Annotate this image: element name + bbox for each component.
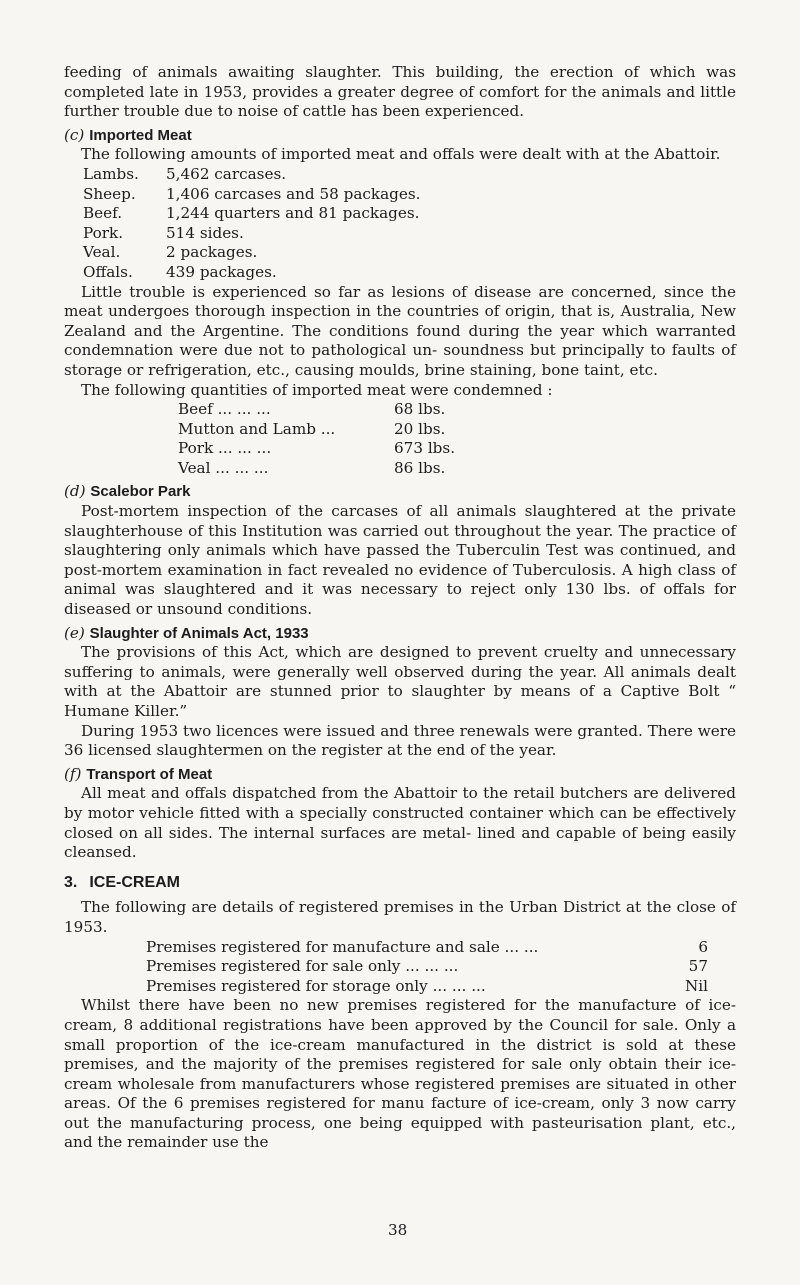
- table-row: [146, 957, 708, 977]
- premises-label: Premises registered for storage only ... ... ...: [146, 976, 486, 995]
- section-f-heading: Transport of Meat: [86, 765, 213, 783]
- premises-value: 6: [698, 937, 708, 956]
- table-row: [178, 459, 455, 479]
- section-c-intro: The following amounts of imported meat and offals were dealt with at the Abattoir.: [81, 145, 721, 164]
- premises-label: Premises registered for manufacture and sale ... ...: [146, 937, 539, 956]
- condemned-table: [178, 400, 455, 478]
- condemned-amount: 68 lbs.: [394, 400, 446, 419]
- section-c-heading: Imported Meat: [89, 126, 192, 144]
- table-row: [83, 263, 421, 283]
- condemned-intro: The following quantities of imported meat were condemned :: [81, 380, 553, 399]
- section-c-paragraph: Little trouble is experienced so far as lesions of disease are concerned, since the meat undergoes thorough inspection in the countries of origin, that is, Australia, New Zealand and the Argentine. The conditions found during the year which warranted condemnation were due not to pathological un- soundness but principally to faults of storage or refrigeration, etc., causing moulds, brine staining, bone taint, etc.: [64, 282, 736, 379]
- condemned-amount: 20 lbs.: [394, 419, 446, 438]
- section-d-header: [64, 482, 736, 502]
- table-row: [178, 439, 455, 459]
- section-f-paragraph: All meat and offals dispatched from the Abattoir to the retail butchers are delivered by motor vehicle fitted with a specially constructed container which can be effectively closed on all sides. The internal surfaces are metal- lined and capable of being easily cleansed.: [64, 784, 736, 862]
- meat-amount: 1,244 quarters and 81 packages.: [166, 204, 420, 223]
- meat-name: Pork.: [83, 223, 124, 242]
- section-3-header: [64, 873, 736, 893]
- page-number: 38: [388, 1221, 408, 1239]
- table-row: [178, 420, 455, 440]
- section-3-intro: The following are details of registered premises in the Urban District at the close of 1953.: [64, 898, 736, 936]
- condemned-amount: 673 lbs.: [394, 439, 456, 458]
- meat-name: Veal.: [83, 243, 121, 262]
- section-c-header: [64, 126, 736, 146]
- meat-amount: 2 packages.: [166, 243, 258, 262]
- section-3-paragraph: Whilst there have been no new premises registered for the manufacture of ice-cream, 8 additional registrations have been approved by the Council for sale. Only a small proportion of the ice-cream manufactured in the district is sold at these premises, and the majority of the premises registered for sale only obtain their ice-cream wholesale from manufacturers whose registered premises are situated in other areas. Of the 6 premises registered for manu facture of ice-cream, only 3 now carry out the manufacturing process, one being equipped with pasteurisation plant, etc., and the remainder use the: [64, 996, 736, 1152]
- meat-amount: 1,406 carcases and 58 packages.: [166, 184, 421, 203]
- section-f-header: [64, 765, 736, 785]
- meat-amount: 439 packages.: [166, 262, 277, 281]
- section-e-header: [64, 624, 736, 644]
- section-c-label: (c): [64, 125, 85, 144]
- section-d-label: (d): [64, 482, 86, 501]
- meat-name: Offals.: [83, 262, 133, 281]
- section-e-label: (e): [64, 623, 85, 642]
- condemned-name: Veal ... ... ...: [178, 458, 269, 477]
- condemned-name: Beef ... ... ...: [178, 400, 271, 419]
- table-row: [83, 243, 421, 263]
- premises-value: Nil: [684, 976, 708, 995]
- table-row: [83, 185, 421, 205]
- document-page: [64, 63, 736, 1153]
- section-e-paragraph-1: The provisions of this Act, which are designed to prevent cruelty and unnecessary suffering to animals, were generally well observed during the year. All animals dealt with at the Abattoir are stunned prior to slaughter by means of a Captive Bolt “ Humane Killer.”: [64, 643, 736, 720]
- meat-name: Lambs.: [83, 164, 139, 183]
- table-row: [146, 938, 708, 958]
- table-row: [146, 977, 708, 997]
- section-3-heading: ICE-CREAM: [89, 873, 181, 891]
- section-e-paragraph-2: During 1953 two licences were issued and three renewals were granted. There were 36 licensed slaughtermen on the register at the end of the year.: [64, 721, 736, 760]
- table-row: [83, 204, 421, 224]
- condemned-name: Mutton and Lamb ...: [178, 419, 336, 438]
- premises-label: Premises registered for sale only ... ... ...: [146, 957, 459, 976]
- intro-paragraph: feeding of animals awaiting slaughter. This building, the erection of which was completed late in 1953, provides a greater degree of comfort for the animals and little further trouble due to noise of cattle has been experienced.: [64, 63, 736, 121]
- meat-amount: 5,462 carcases.: [166, 164, 287, 183]
- section-d-heading: Scalebor Park: [90, 483, 191, 501]
- imported-meat-table: [83, 165, 421, 283]
- meat-amount: 514 sides.: [166, 223, 244, 242]
- premises-value: 57: [688, 957, 708, 976]
- meat-name: Beef.: [83, 204, 123, 223]
- condemned-name: Pork ... ... ...: [178, 439, 272, 458]
- condemned-amount: 86 lbs.: [394, 458, 446, 477]
- section-e-heading: Slaughter of Animals Act, 1933: [89, 624, 309, 642]
- table-row: [83, 224, 421, 244]
- section-d-paragraph: Post-mortem inspection of the carcases of all animals slaughtered at the private slaughterhouse of this Institution was carried out throughout the year. The practice of slaughtering only animals which have passed the Tuberculin Test was continued, and post-mortem examination in fact revealed no evidence of Tuberculosis. A high class of animal was slaughtered and it was necessary to reject only 130 lbs. of offals for diseased or unsound conditions.: [64, 502, 736, 619]
- meat-name: Sheep.: [83, 184, 136, 203]
- section-f-label: (f): [64, 764, 82, 783]
- section-3-number: 3.: [64, 873, 78, 891]
- table-row: [83, 165, 421, 185]
- table-row: [178, 400, 455, 420]
- premises-table: [146, 938, 708, 997]
